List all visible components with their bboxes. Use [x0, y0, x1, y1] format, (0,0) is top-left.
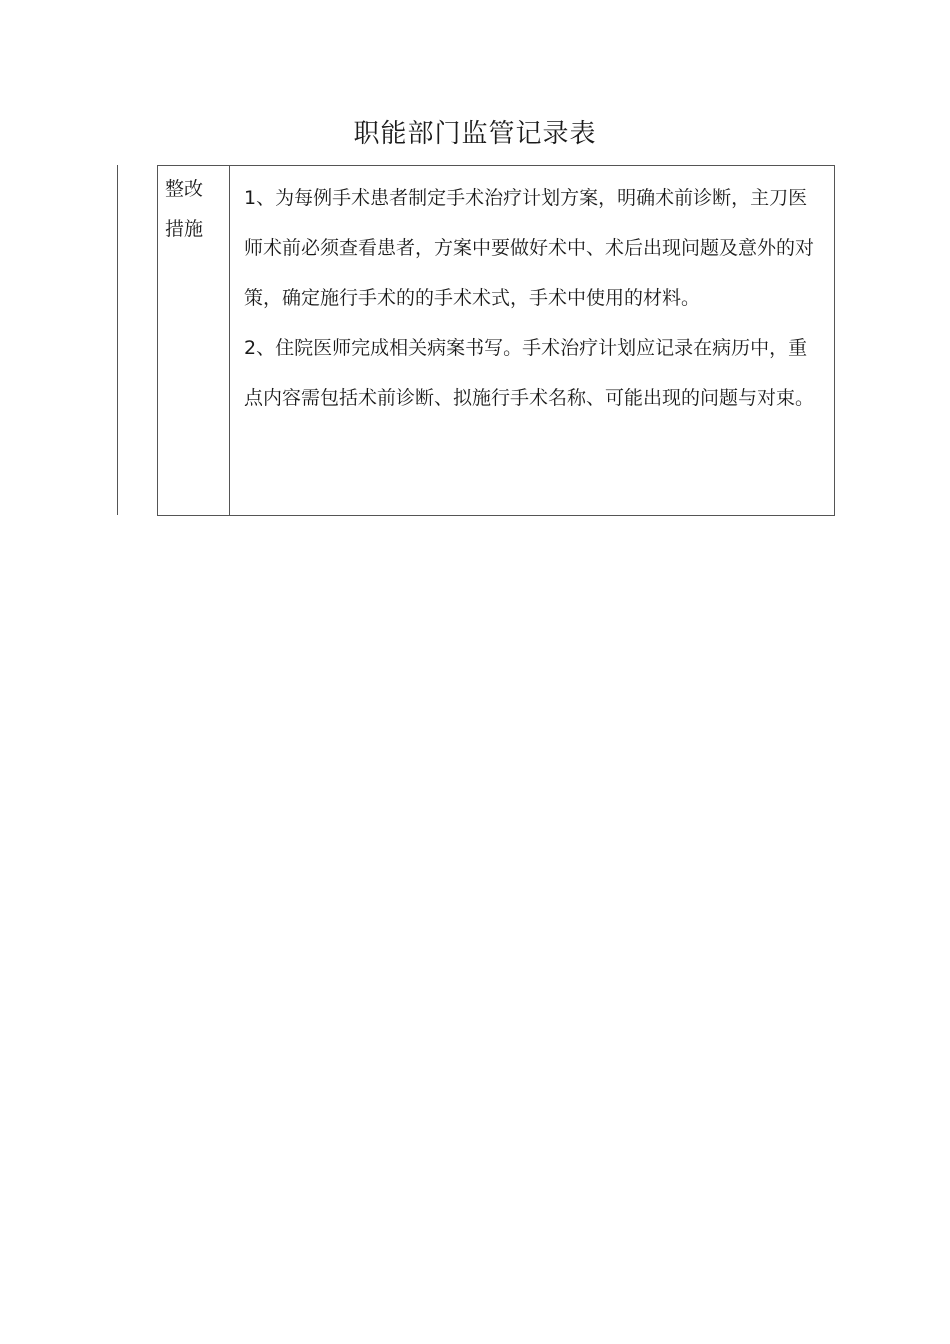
- supervision-record-table: [157, 165, 835, 516]
- measures-content: [230, 166, 834, 423]
- row-label-line-2: 措施: [165, 218, 204, 240]
- row-label-line-1: 整改: [165, 178, 204, 200]
- outer-table-border: [117, 165, 118, 515]
- measure-paragraph-2: 2、住院医师完成相关病案书写。手术治疗计划应记录在病历中，重点内容需包括术前诊断、拟施行手术名称、可能出现的问题与对束。: [244, 337, 815, 409]
- table-row: [158, 166, 835, 516]
- measure-paragraph-1: 1、为每例手术患者制定手术治疗计划方案，明确术前诊断，主刀医师术前必须查看患者，方案中要做好术中、术后出现问题及意外的对策，确定施行手术的的手术术式，手术中使用的材料。: [244, 187, 815, 309]
- row-label-cell: [158, 166, 230, 516]
- row-label: [158, 166, 229, 249]
- document-title: 职能部门监管记录表: [353, 119, 597, 149]
- measures-content-cell: [230, 166, 835, 516]
